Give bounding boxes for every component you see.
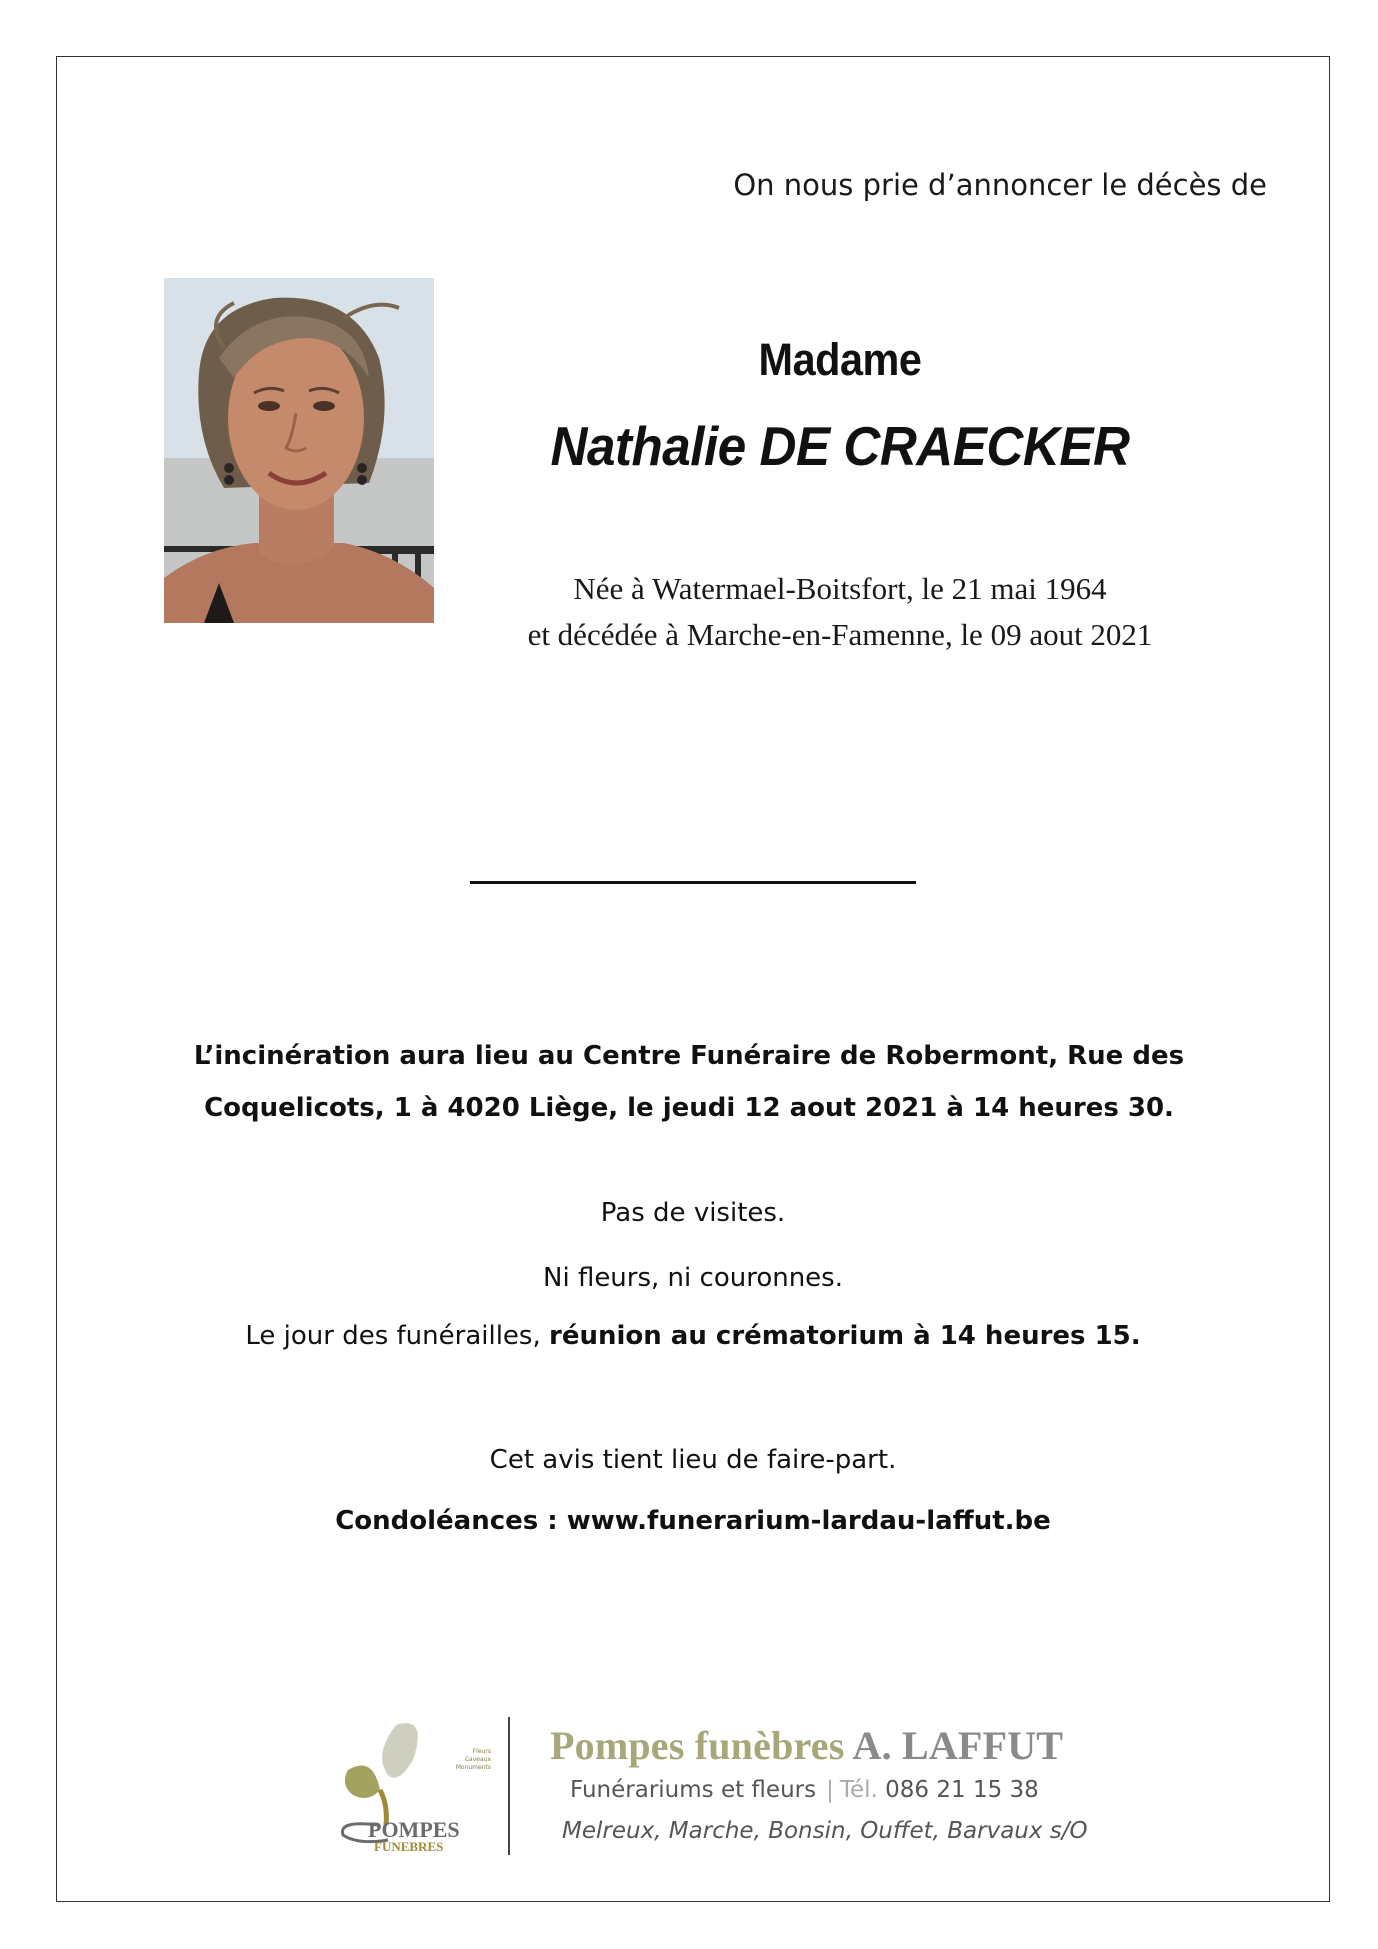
locations-line: Melreux, Marche, Bonsin, Ouffet, Barvaux s/O (562, 1818, 1088, 1844)
no-flowers-note: Ni fleurs, ni couronnes. (543, 1263, 843, 1293)
death-line: et décédée à Marche-en-Famenne, le 09 aout 2021 (527, 617, 1153, 652)
logo-text-bottom: FUNEBRES (374, 1839, 444, 1854)
logo-tagline-line: Monuments (455, 1764, 491, 1771)
portrait-photo (164, 278, 434, 623)
pompes-funebres-logo-icon (318, 1715, 493, 1855)
ceremony-line-2: Coquelicots, 1 à 4020 Liège, le jeudi 12 aout 2021 à 14 heures 30. (204, 1093, 1174, 1123)
brand-prefix: Pompes funèbres (550, 1723, 853, 1768)
logo-tagline (455, 1748, 491, 1772)
logo-tagline-line: Fleurs (472, 1748, 491, 1755)
life-dates (470, 566, 1210, 658)
faire-part-note: Cet avis tient lieu de faire-part. (489, 1445, 897, 1475)
condolences-link[interactable]: Condoléances : www.funerarium-lardau-laffut.be (335, 1506, 1051, 1536)
logo-tagline-line: Caveaux (464, 1756, 491, 1763)
footer-divider (508, 1717, 510, 1855)
tel-label: Tél. (839, 1777, 878, 1803)
phone-number[interactable]: 086 21 15 38 (885, 1777, 1039, 1803)
reunion-prefix: Le jour des funérailles, (245, 1321, 549, 1351)
ceremony-details (180, 1030, 1198, 1134)
no-visits-note: Pas de visites. (600, 1198, 786, 1228)
separator-line (470, 881, 916, 884)
services-text: Funérariums et fleurs (570, 1777, 817, 1803)
reunion-detail: réunion au crématorium à 14 heures 15. (549, 1321, 1141, 1351)
announcement-intro: On nous prie d’annoncer le décès de (733, 168, 1267, 202)
reunion-note (56, 1321, 1330, 1351)
ceremony-line-1: L’incinération aura lieu au Centre Funéraire de Robermont, Rue des (193, 1041, 1185, 1071)
logo-text-top: POMPES (368, 1817, 460, 1842)
contact-line (570, 1777, 1039, 1803)
brand-name: A. LAFFUT (852, 1723, 1064, 1768)
deceased-name: Nathalie DE CRAECKER (550, 415, 1130, 477)
contact-separator: | (826, 1777, 834, 1803)
funeral-home-brand (550, 1722, 1063, 1769)
birth-line: Née à Watermael-Boitsfort, le 21 mai 1964 (573, 571, 1107, 606)
honorific: Madame (758, 334, 922, 385)
